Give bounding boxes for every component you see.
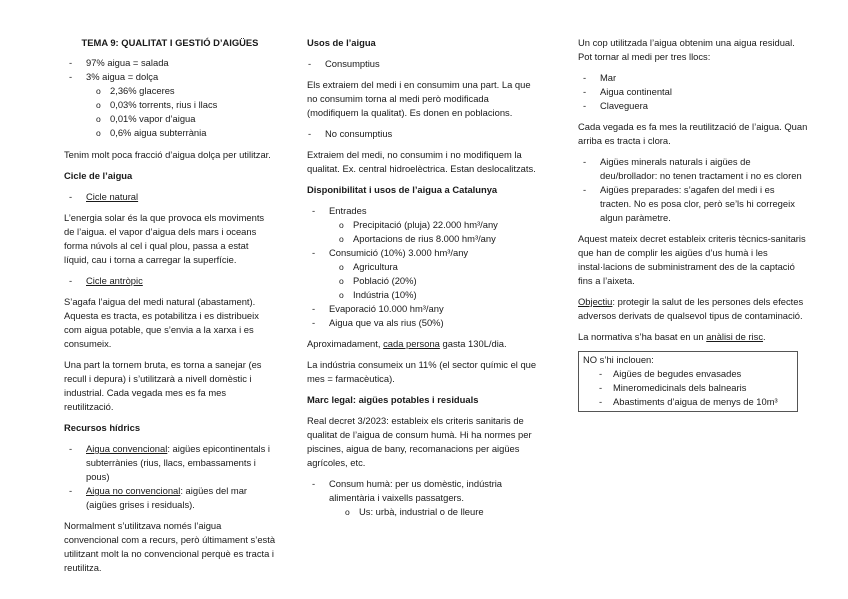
paragraph: L’energia solar és la que provoca els moviments de l’aigua. el vapor d’aigua dels mars i oceans forma núvols al cel i qual plou, passa a estat líquid, cau i torna a carregar la superfície. [64, 212, 265, 265]
subheading: - Cicle natural [86, 190, 276, 204]
paragraph: Els extraiem del medi i en consumim una part. La que no consumim torna al medi però modificada (modifiquem la qualitat). Es donen en poblacions. [307, 79, 531, 118]
list-item: - Claveguera [600, 99, 808, 113]
paragraph: Un cop utilitzada l’aigua obtenim una aigua residual. Pot tornar al medi per tres llocs: [578, 37, 795, 62]
list-item [86, 442, 276, 484]
list-item: o 0,6% aigua subterrània [110, 126, 276, 140]
list-item: - Aigua continental [600, 85, 808, 99]
list-item: - Aigües preparades: s’agafen del medi i es tracten. No es posa clor, però se’ls hi corregeix algun paràmetre. [600, 183, 808, 225]
paragraph: Aquest mateix decret estableix criteris tècnics-sanitaris que han de complir les aigües d’us humà i les instal·lacions de subministrament des de la captació fins a l’aixeta. [578, 233, 806, 286]
subheading: - No consumptius [325, 127, 543, 141]
list-item: - 97% aigua = salada [86, 56, 276, 70]
text: La normativa s’ha basat en un [578, 331, 707, 342]
list-item: - Aigua que va als rius (50%) [329, 316, 543, 330]
paragraph: Cada vegada es fa mes la reutilització de l’aigua. Quan arriba es tracta i clora. [578, 121, 808, 146]
box-title: NO s’hi inclouen: [583, 354, 654, 365]
paragraph: S’agafa l’aigua del medi natural (abastament). Aquesta es tracta, es potabilitza i es distribueix com aigua potable, que s’envia a la xarxa i es consumeix. [64, 296, 259, 349]
column-3 [578, 36, 808, 412]
text: Aproximadament, [307, 338, 384, 349]
list-item: - Aigües minerals naturals i aigües de deu/brollador: no tenen tractament i no es cloren [600, 155, 808, 183]
list-item: - Aigües de begudes envasades [613, 367, 793, 381]
section-heading: Marc legal: aigües potables i residuals [307, 394, 479, 405]
text: : protegir la salut de les persones dels efectes adversos derivats de qualsevol tipus de contaminació. [578, 296, 804, 321]
list-item: - Entrades [329, 204, 543, 218]
column-1 [64, 36, 276, 582]
list-item: - Consumició (10%) 3.000 hm³/any [329, 246, 543, 260]
list-item: - Mar [600, 71, 808, 85]
column-2 [307, 36, 543, 519]
text: gasta 130L/dia. [439, 338, 507, 349]
paragraph [578, 295, 808, 323]
paragraph [578, 330, 808, 344]
text: : aigües del mar (aigües grises i residuals). [86, 485, 248, 510]
term: Objectiu [578, 296, 613, 307]
paragraph: Extraiem del medi, no consumim i no modifiquem la qualitat. Ex. central hidroelèctrica. Estan deslocalitzats. [307, 149, 536, 174]
list-item: o 0,03% torrents, rius i llacs [110, 98, 276, 112]
section-heading: Recursos hídrics [64, 422, 141, 433]
list-item: o Agricultura [353, 260, 543, 274]
text: : aigües epicontinentals i subterrànies (rius, llacs, embassaments i pous) [86, 443, 270, 482]
list-item: o Població (20%) [353, 274, 543, 288]
list-item: o Indústria (10%) [353, 288, 543, 302]
paragraph: Tenim molt poca fracció d’aigua dolça per utilitzar. [64, 149, 271, 160]
list-item: o 2,36% glaceres [110, 84, 276, 98]
list-item: o Aportacions de rius 8.000 hm³/any [353, 232, 543, 246]
list-item [86, 484, 276, 512]
list-item: - Consum humà: per us domèstic, indústria alimentària i vaixells passatgers. [329, 477, 543, 505]
paragraph: Real decret 3/2023: estableix els criteris sanitaris de qualitat de l’aigua de consum humà. Hi ha normes per piscines, aigua de bany, recomanacions per aigües agrícoles, etc. [307, 415, 532, 468]
term: Aigua no convencional [86, 485, 181, 496]
subheading: - Consumptius [325, 57, 543, 71]
paragraph: La indústria consumeix un 11% (el sector químic el que mes = farmacèutica). [307, 359, 537, 384]
section-heading: Cicle de l’aigua [64, 170, 133, 181]
term: Aigua convencional [86, 443, 168, 454]
paragraph: Una part la tornem bruta, es torna a sanejar (es recull i depura) i s’utilitzarà a nivell domèstic i industrial. Cada vegada mes es fa mes reutilització. [64, 359, 262, 412]
section-heading: Disponibilitat i usos de l’aigua a Catalunya [307, 184, 498, 195]
term: anàlisi de risc [706, 331, 764, 342]
text: . [763, 331, 766, 342]
term: cada persona [383, 338, 440, 349]
document-title: TEMA 9: QUALITAT I GESTIÓ D’AIGÜES [81, 37, 259, 48]
exclusions-box [578, 351, 798, 412]
list-item: o 0,01% vapor d’aigua [110, 112, 276, 126]
list-item: - Evaporació 10.000 hm³/any [329, 302, 543, 316]
list-item: o Precipitació (pluja) 22.000 hm³/any [353, 218, 543, 232]
subheading: - Cicle antròpic [86, 274, 276, 288]
list-item: - Abastiments d’aigua de menys de 10m³ [613, 395, 793, 409]
list-item: o Us: urbà, industrial o de lleure [359, 505, 543, 519]
paragraph [307, 337, 543, 351]
section-heading: Usos de l’aigua [307, 37, 376, 48]
paragraph: Normalment s’utilitzava només l’aigua convencional com a recurs, però últimament s’està utilitzant molt la no convencional perquè es tracta i reutilitza. [64, 520, 276, 573]
list-item: - Mineromedicinals dels balnearis [613, 381, 793, 395]
list-item: - 3% aigua = dolça [86, 70, 276, 84]
